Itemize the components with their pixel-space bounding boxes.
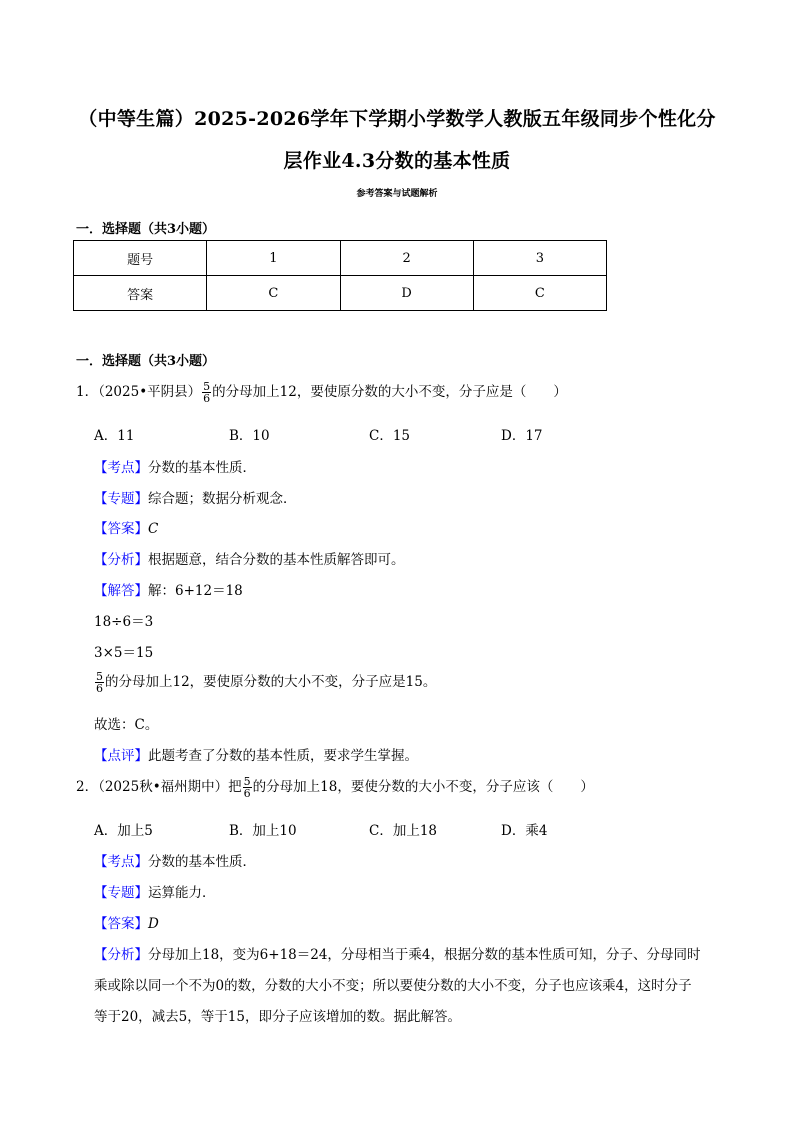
fraction-numerator: 5 bbox=[96, 670, 103, 683]
fraction-denominator: 6 bbox=[96, 682, 103, 695]
q1-jieda-text: 解：6+12＝18 bbox=[148, 583, 243, 599]
q1-kaodian bbox=[94, 456, 256, 476]
tag-label: 【考点】 bbox=[94, 460, 148, 476]
fraction-numerator: 5 bbox=[243, 775, 251, 788]
q2-fenxi-l3: 等于20，减去5，等于15，即分子应该增加的数。据此解答。 bbox=[94, 1009, 461, 1025]
q1-guxuan: 故选：C。 bbox=[94, 717, 159, 733]
tag-label: 【考点】 bbox=[94, 854, 148, 870]
question-2-text: 的分母加上18，要使分数的大小不变，分子应该（ ） bbox=[252, 779, 594, 795]
q1-fenxi bbox=[94, 548, 405, 568]
q1-step4 bbox=[94, 670, 436, 694]
doc-subtitle: 参考答案与试题解析 bbox=[356, 189, 438, 199]
question-1-stem bbox=[76, 380, 567, 404]
q1-option-b: B．10 bbox=[229, 428, 270, 444]
q2-daan bbox=[94, 912, 159, 932]
q1-step2: 18÷6＝3 bbox=[94, 614, 154, 630]
q1-step4-text: 的分母加上12，要使原分数的大小不变，分子应是15。 bbox=[105, 674, 437, 690]
q2-fenxi-l2: 乘或除以同一个不为0的数，分数的大小不变；所以要使分数的大小不变，分子也应该乘4，这时分子 bbox=[94, 978, 692, 994]
fraction bbox=[243, 776, 252, 799]
table-row bbox=[74, 241, 607, 276]
q2-kaodian-text: 分数的基本性质． bbox=[148, 854, 256, 870]
q1-dianping-text: 此题考查了分数的基本性质，要求学生掌握。 bbox=[148, 748, 418, 764]
table-cell: 1 bbox=[207, 241, 340, 276]
table-cell: C bbox=[207, 276, 340, 311]
doc-title-line1: （中等生篇）2025-2026学年下学期小学数学人教版五年级同步个性化分 bbox=[78, 108, 716, 130]
fraction bbox=[202, 381, 211, 404]
question-1-text: 的分母加上12，要使原分数的大小不变，分子应是（ ） bbox=[212, 384, 567, 400]
q2-option-b: B．加上10 bbox=[229, 823, 297, 839]
q2-zhuanti-text: 运算能力． bbox=[148, 885, 216, 901]
tag-label: 【专题】 bbox=[94, 491, 148, 507]
q2-kaodian bbox=[94, 850, 256, 870]
q1-option-d: D．17 bbox=[501, 428, 543, 444]
tag-label: 【答案】 bbox=[94, 916, 148, 932]
tag-label: 【解答】 bbox=[94, 583, 148, 599]
question-2-stem bbox=[76, 775, 594, 799]
tag-label: 【专题】 bbox=[94, 885, 148, 901]
q1-option-c: C．15 bbox=[369, 428, 411, 444]
section-title-questions: 一．选择题（共3小题） bbox=[76, 354, 216, 369]
q1-answer-text: C bbox=[148, 521, 159, 537]
q2-option-a: A．加上5 bbox=[94, 823, 153, 839]
question-2-prefix: 2．（2025秋•福州期中）把 bbox=[76, 779, 242, 795]
fraction-denominator: 6 bbox=[203, 392, 211, 405]
table-cell: D bbox=[340, 276, 473, 311]
q2-zhuanti bbox=[94, 881, 216, 901]
table-cell: 2 bbox=[340, 241, 473, 276]
tag-label: 【答案】 bbox=[94, 521, 148, 537]
fraction-denominator: 6 bbox=[243, 787, 251, 800]
table-cell: 答案 bbox=[74, 276, 207, 311]
q1-step3: 3×5＝15 bbox=[94, 645, 154, 661]
table-cell: 题号 bbox=[74, 241, 207, 276]
q1-zhuanti-text: 综合题；数据分析观念． bbox=[148, 491, 297, 507]
q1-zhuanti bbox=[94, 487, 297, 507]
fraction-numerator: 5 bbox=[203, 380, 211, 393]
table-row bbox=[74, 276, 607, 311]
q1-jieda bbox=[94, 579, 243, 599]
question-1-prefix: 1．（2025•平阴县） bbox=[76, 384, 202, 400]
tag-label: 【分析】 bbox=[94, 947, 148, 963]
q1-dianping bbox=[94, 744, 418, 764]
q1-daan bbox=[94, 517, 158, 537]
tag-label: 【分析】 bbox=[94, 552, 148, 568]
q2-fenxi-l1 bbox=[94, 943, 701, 963]
tag-label: 【点评】 bbox=[94, 748, 148, 764]
table-cell: C bbox=[473, 276, 606, 311]
table-cell: 3 bbox=[473, 241, 606, 276]
q1-fenxi-text: 根据题意，结合分数的基本性质解答即可。 bbox=[148, 552, 405, 568]
section-title-answers: 一．选择题（共3小题） bbox=[76, 222, 216, 237]
doc-title-line2: 层作业4.3分数的基本性质 bbox=[283, 150, 511, 172]
q2-option-c: C．加上18 bbox=[369, 823, 438, 839]
fraction bbox=[95, 671, 104, 694]
q1-kaodian-text: 分数的基本性质． bbox=[148, 460, 256, 476]
q2-option-d: D．乘4 bbox=[501, 823, 548, 839]
q2-fenxi-text: 分母加上18，变为6+18＝24，分母相当于乘4，根据分数的基本性质可知，分子、分母同时 bbox=[148, 947, 701, 963]
answer-table bbox=[73, 240, 607, 311]
q2-answer-text: D bbox=[148, 916, 159, 932]
q1-option-a: A．11 bbox=[94, 428, 135, 444]
